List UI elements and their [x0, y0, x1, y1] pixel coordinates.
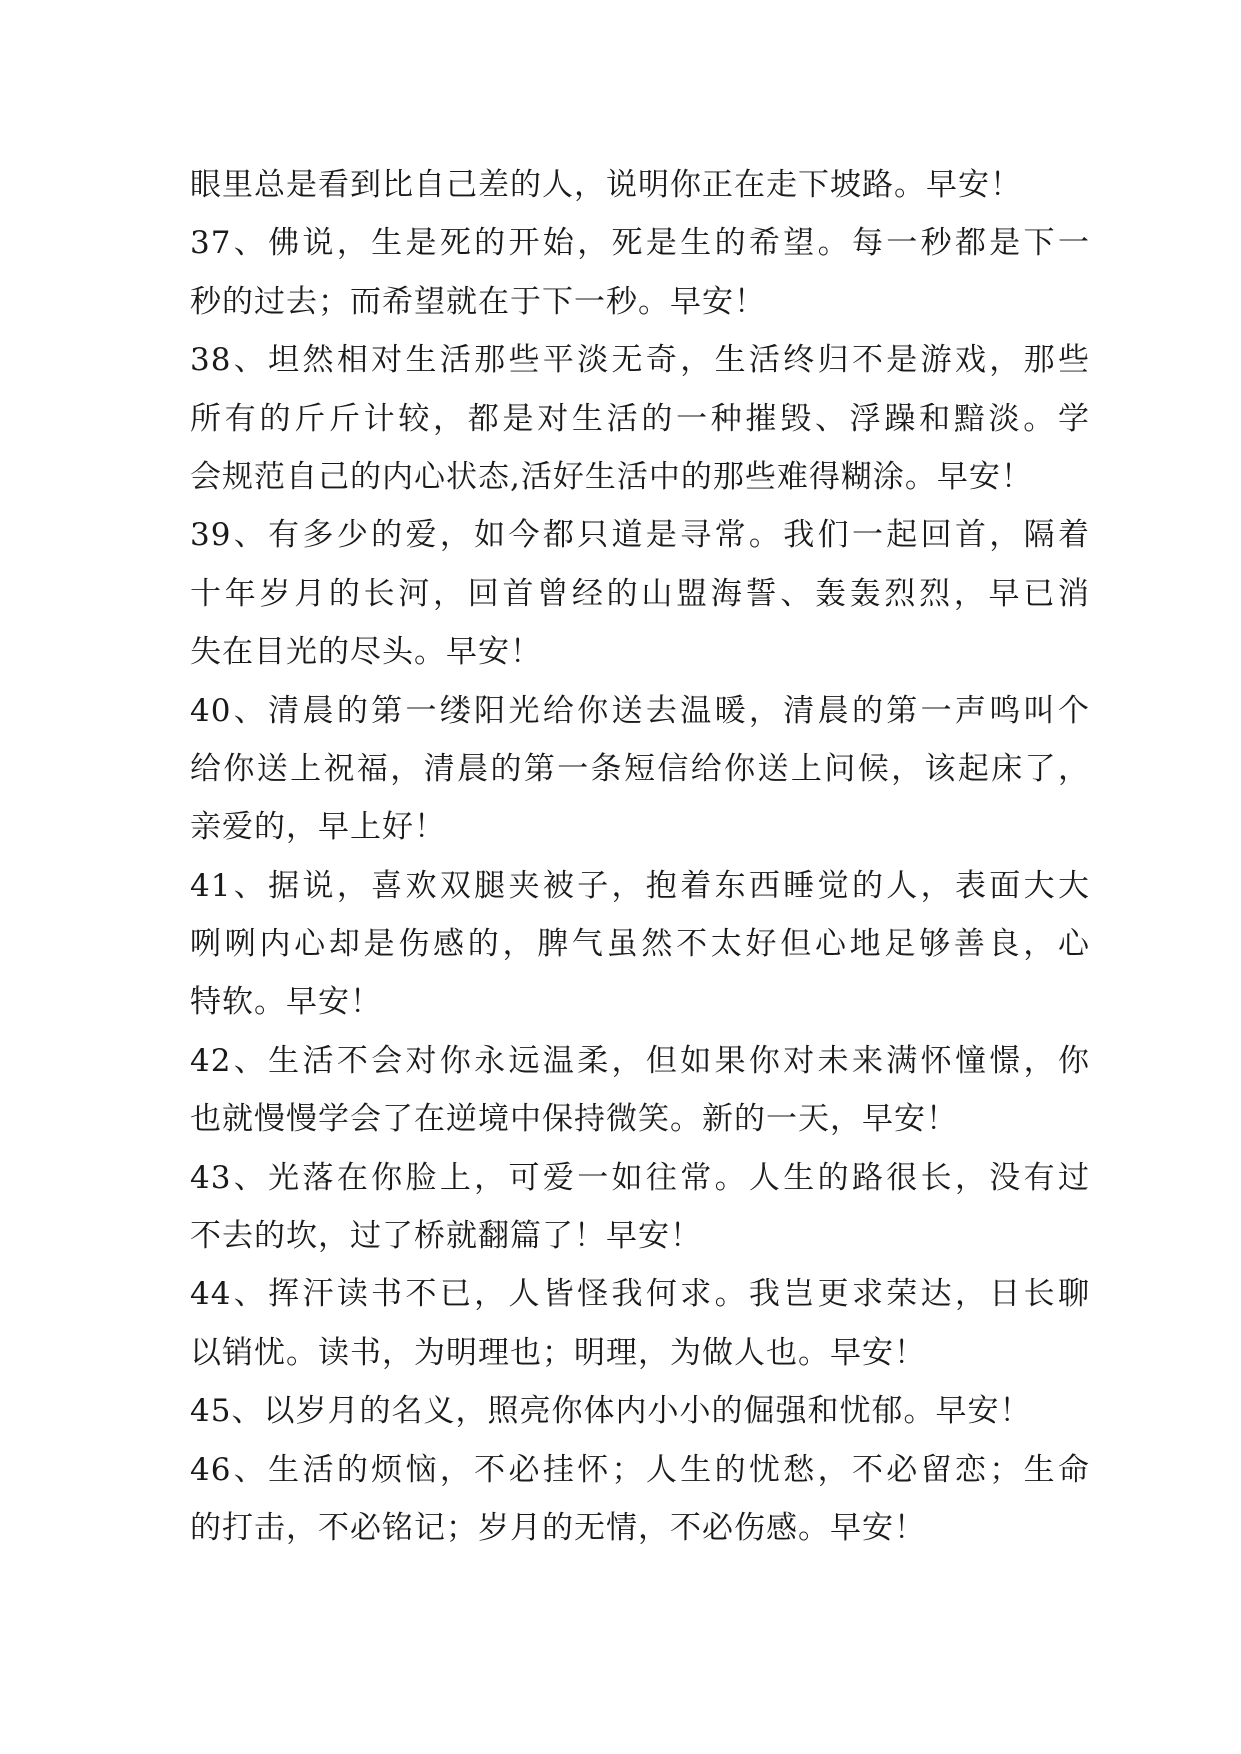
text-line: 亲爱的，早上好！ — [190, 809, 446, 846]
text-line: 40、清晨的第一缕阳光给你送去温暖，清晨的第一声鸣叫个 — [190, 692, 1090, 729]
text-line: 41、据说，喜欢双腿夹被子，抱着东西睡觉的人，表面大大 — [190, 867, 1090, 904]
text-line: 以销忧。读书，为明理也；明理，为做人也。早安！ — [190, 1334, 926, 1371]
text-line: 45、以岁月的名义，照亮你体内小小的倔强和忧郁。早安！ — [190, 1393, 1032, 1430]
text-line: 44、挥汗读书不已，人皆怪我何求。我岂更求荣达，日长聊 — [190, 1276, 1090, 1313]
text-line: 的打击，不必铭记；岁月的无情，不必伤感。早安！ — [190, 1509, 926, 1546]
text-line: 特软。早安！ — [190, 984, 382, 1021]
text-line: 也就慢慢学会了在逆境中保持微笑。新的一天，早安！ — [190, 1101, 958, 1138]
text-line: 42、生活不会对你永远温柔，但如果你对未来满怀憧憬，你 — [190, 1042, 1090, 1079]
text-line: 眼里总是看到比自己差的人，说明你正在走下坡路。早安！ — [190, 167, 1022, 203]
text-line: 咧咧内心却是伤感的，脾气虽然不太好但心地足够善良，心 — [190, 926, 1090, 963]
text-line: 38、坦然相对生活那些平淡无奇，生活终归不是游戏，那些 — [190, 342, 1090, 379]
text-line: 39、有多少的爱，如今都只道是寻常。我们一起回首，隔着 — [190, 517, 1090, 554]
text-line: 十年岁月的长河，回首曾经的山盟海誓、轰轰烈烈，早已消 — [190, 575, 1090, 612]
text-line: 会规范自己的内心状态,活好生活中的那些难得糊涂。早安！ — [190, 458, 1033, 495]
text-line: 43、光落在你脸上，可爱一如往常。人生的路很长，没有过 — [190, 1159, 1090, 1196]
document-body — [190, 156, 1090, 1557]
text-line: 秒的过去；而希望就在于下一秒。早安！ — [190, 283, 766, 320]
text-line: 不去的坎，过了桥就翻篇了！早安！ — [190, 1218, 702, 1255]
text-line: 37、佛说，生是死的开始，死是生的希望。每一秒都是下一 — [190, 225, 1090, 262]
text-line: 所有的斤斤计较，都是对生活的一种摧毁、浮躁和黯淡。学 — [190, 400, 1090, 437]
text-line: 46、生活的烦恼，不必挂怀；人生的忧愁，不必留恋；生命 — [190, 1451, 1090, 1488]
text-line: 给你送上祝福，清晨的第一条短信给你送上问候，该起床了， — [190, 750, 1090, 787]
text-line: 失在目光的尽头。早安！ — [190, 634, 542, 671]
